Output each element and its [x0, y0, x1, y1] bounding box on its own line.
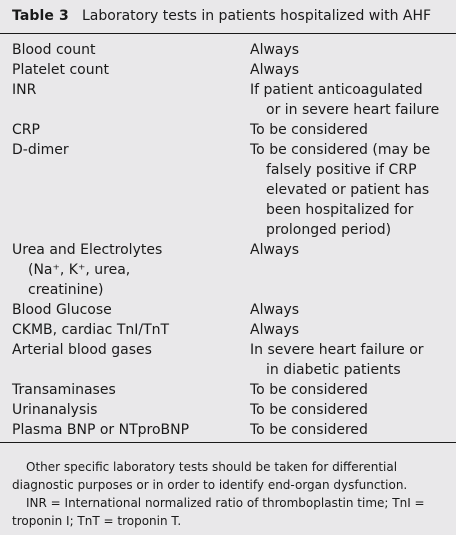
test-name-line: D-dimer — [12, 142, 69, 158]
recommendation-line: or in severe heart failure — [266, 102, 440, 118]
recommendation-line: prolonged period) — [266, 222, 392, 238]
test-name-line: Blood Glucose — [12, 302, 112, 318]
recommendation-cell — [250, 40, 450, 60]
recommendation-line: Always — [250, 322, 300, 338]
test-name-line: Urea and Electrolytes — [12, 242, 163, 258]
test-name-cell — [12, 40, 244, 60]
recommendation-line: Always — [250, 302, 300, 318]
table-row — [0, 380, 456, 400]
table-row — [0, 340, 456, 380]
recommendation-cell — [250, 320, 450, 340]
test-name-cell — [12, 60, 244, 80]
table-row — [0, 240, 456, 300]
recommendation-cell — [250, 340, 450, 380]
test-name-line: Arterial blood gases — [12, 342, 152, 358]
test-name-cell — [12, 380, 244, 400]
test-name-cell — [12, 80, 244, 100]
test-name-cell — [12, 320, 244, 340]
test-name-line: (Na⁺, K⁺, urea, — [28, 262, 131, 278]
recommendation-line: Always — [250, 242, 300, 258]
recommendation-cell — [250, 400, 450, 420]
test-name-line: INR — [12, 82, 37, 98]
table-row — [0, 300, 456, 320]
table-row — [0, 140, 456, 240]
test-name-line: Platelet count — [12, 62, 109, 78]
recommendation-line: been hospitalized for — [266, 202, 414, 218]
test-name-line: Plasma BNP or NTproBNP — [12, 422, 190, 438]
footnote-general: Other specific laboratory tests should be taken for differential diagnostic purposes or in order to identify end-organ dysfunction. — [12, 460, 408, 492]
test-name-cell — [12, 400, 244, 420]
table-row — [0, 60, 456, 80]
table-number: Table 3 — [12, 8, 69, 24]
recommendation-line: To be considered — [250, 382, 368, 398]
recommendation-line: To be considered (may be — [250, 142, 431, 158]
test-name-line: CKMB, cardiac TnI/TnT — [12, 322, 170, 338]
recommendation-line: To be considered — [250, 402, 368, 418]
table-row — [0, 120, 456, 140]
test-name-line: Blood count — [12, 42, 96, 58]
recommendation-cell — [250, 140, 450, 240]
table-footnotes — [12, 458, 452, 530]
footnote-abbreviations: INR = International normalized ratio of thromboplastin time; TnI = troponin I; TnT = troponin T. — [12, 496, 425, 528]
recommendation-line: If patient anticoagulated — [250, 82, 423, 98]
recommendation-cell — [250, 120, 450, 140]
recommendation-line: elevated or patient has — [266, 182, 430, 198]
test-name-line: Urinanalysis — [12, 402, 98, 418]
table-row — [0, 80, 456, 120]
recommendation-cell — [250, 380, 450, 400]
recommendation-line: To be considered — [250, 122, 368, 138]
recommendation-line: Always — [250, 42, 300, 58]
recommendation-line: To be considered — [250, 422, 368, 438]
recommendation-cell — [250, 300, 450, 320]
recommendation-cell — [250, 60, 450, 80]
recommendation-cell — [250, 240, 450, 260]
test-name-line: creatinine) — [28, 282, 104, 298]
test-name-cell — [12, 140, 244, 160]
table-row — [0, 420, 456, 440]
test-name-line: CRP — [12, 122, 40, 138]
recommendation-line: Always — [250, 62, 300, 78]
table-row — [0, 40, 456, 60]
test-name-line: Transaminases — [12, 382, 116, 398]
test-name-cell — [12, 420, 244, 440]
recommendation-cell — [250, 420, 450, 440]
test-name-cell — [12, 300, 244, 320]
table-caption — [0, 0, 456, 34]
table-title: Laboratory tests in patients hospitalized with AHF — [82, 8, 432, 24]
recommendation-line: in diabetic patients — [266, 362, 401, 378]
test-name-cell — [12, 240, 244, 300]
recommendation-cell — [250, 80, 450, 120]
table-bottom-rule — [0, 442, 456, 443]
recommendation-line: In severe heart failure or — [250, 342, 424, 358]
test-name-cell — [12, 120, 244, 140]
table-row — [0, 400, 456, 420]
test-name-cell — [12, 340, 244, 360]
recommendation-line: falsely positive if CRP — [266, 162, 417, 178]
table-row — [0, 320, 456, 340]
